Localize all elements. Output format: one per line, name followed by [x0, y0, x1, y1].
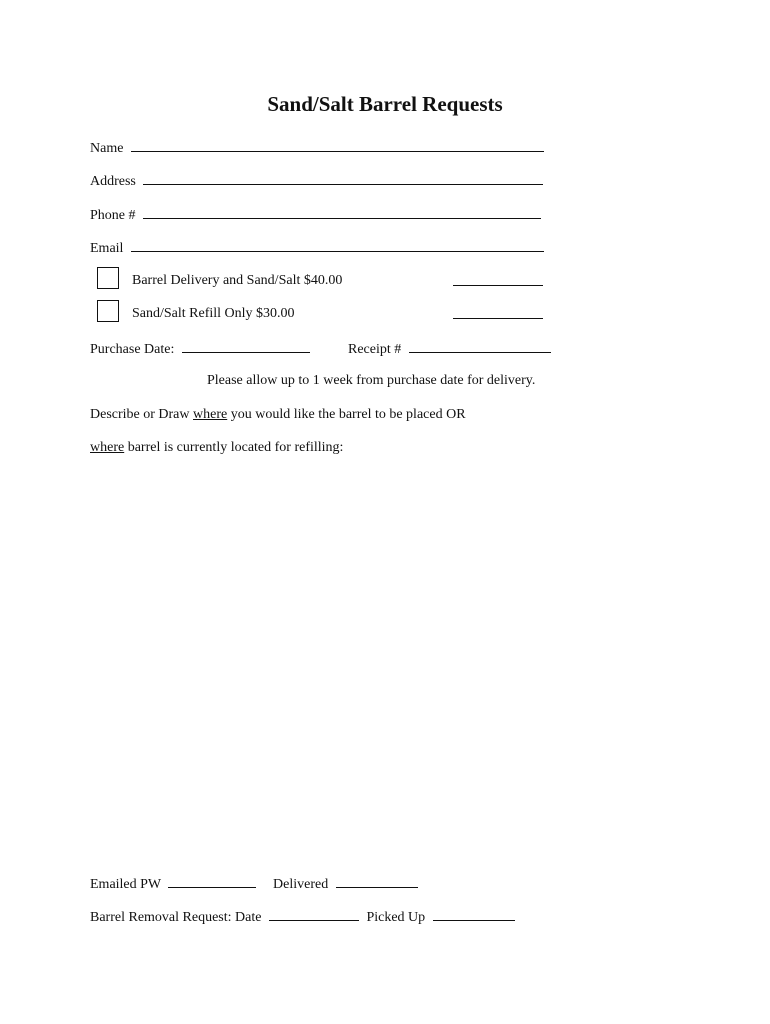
delivered-row	[273, 874, 418, 894]
address-label: Address	[90, 174, 136, 189]
address-row	[90, 171, 543, 191]
receipt-label: Receipt #	[348, 342, 402, 357]
removal-row	[90, 907, 515, 927]
purchase-date-label: Purchase Date:	[90, 342, 175, 357]
email-label: Email	[90, 241, 124, 256]
delivery-amount-field[interactable]	[453, 272, 543, 286]
name-row	[90, 138, 544, 158]
receipt-row	[348, 339, 551, 359]
delivery-option-label: Barrel Delivery and Sand/Salt $40.00	[132, 273, 343, 288]
phone-row	[90, 205, 541, 225]
describe-line-2	[90, 439, 343, 457]
name-field[interactable]	[131, 138, 544, 152]
describe-line-1	[90, 406, 466, 424]
refill-option-label: Sand/Salt Refill Only $30.00	[132, 306, 295, 321]
describe-text-1a: Describe or Draw	[90, 407, 194, 422]
purchase-date-row	[90, 339, 310, 359]
email-row	[90, 238, 544, 258]
describe-text-2: barrel is currently located for refilling:	[124, 440, 344, 455]
drawing-area[interactable]	[90, 470, 690, 860]
receipt-field[interactable]	[409, 339, 551, 353]
picked-up-label: Picked Up	[366, 910, 426, 925]
removal-date-label: Barrel Removal Request: Date	[90, 910, 262, 925]
delivery-notice: Please allow up to 1 week from purchase date for delivery.	[207, 373, 536, 388]
delivered-field[interactable]	[336, 874, 418, 888]
refill-amount-field[interactable]	[453, 305, 543, 319]
emailed-field[interactable]	[168, 874, 256, 888]
delivered-label: Delivered	[273, 877, 329, 892]
emailed-label: Emailed PW	[90, 877, 161, 892]
refill-checkbox[interactable]	[97, 300, 119, 322]
purchase-date-field[interactable]	[182, 339, 310, 353]
delivery-checkbox[interactable]	[97, 267, 119, 289]
name-label: Name	[90, 141, 124, 156]
describe-emphasis-1: where	[193, 407, 228, 422]
removal-date-field[interactable]	[269, 907, 359, 921]
phone-field[interactable]	[143, 205, 541, 219]
phone-label: Phone #	[90, 208, 136, 223]
email-field[interactable]	[131, 238, 544, 252]
form-title: Sand/Salt Barrel Requests	[267, 92, 503, 116]
emailed-row	[90, 874, 256, 894]
address-field[interactable]	[143, 171, 543, 185]
describe-text-1b: you would like the barrel to be placed OR	[227, 407, 466, 422]
describe-emphasis-2: where	[90, 440, 125, 455]
picked-up-field[interactable]	[433, 907, 515, 921]
